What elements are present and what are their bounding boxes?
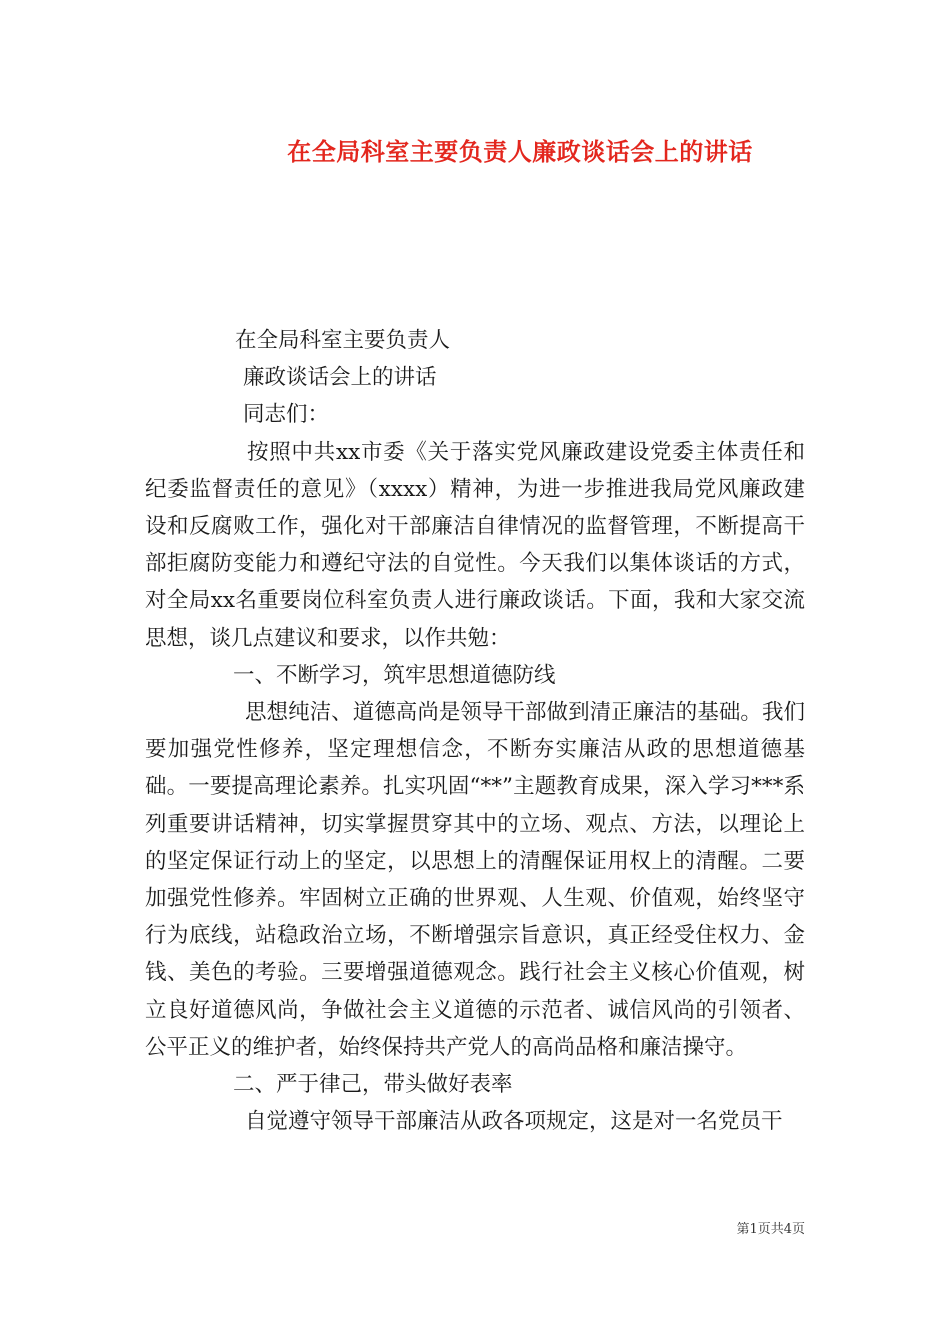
section-heading-1: 一、不断学习，筑牢思想道德防线 <box>233 662 556 688</box>
page-number: 第1页共4页 <box>736 1222 805 1237</box>
salutation: 同志们： <box>243 402 330 428</box>
paragraph-section-1: 思想纯洁、道德高尚是领导干部做到清正廉洁的基础。我们要加强党性修养，坚定理想信念，不断夯实廉洁从政的思想道德基础。一要提高理论素养。扎实巩固“**”主题教育成果，深入学习***系列重要讲话精神，切实掌握贯穿其中的立场、观点、方法，以理论上的坚定保证行动上的坚定，以思想上的清醒保证用权上的清醒。二要加强党性修养。牢固树立正确的世界观、人生观、价值观，始终坚守行为底线，站稳政治立场，不断增强宗旨意识，真正经受住权力、金钱、美色的考验。三要增强道德观念。践行社会主义核心价值观，树立良好道德风尚，争做社会主义道德的示范者、诚信风尚的引领者、公平正义的维护者，始终保持共产党人的高尚品格和廉洁操守。 <box>145 700 805 1060</box>
paragraph-intro: 按照中共xx市委《关于落实党风廉政建设党委主体责任和纪委监督责任的意见》（xxxx）精神，为进一步推进我局党风廉政建设和反腐败工作，强化对干部廉洁自律情况的监督管理，不断提高干部拒腐防变能力和遵纪守法的自觉性。今天我们以集体谈话的方式，对全局xx名重要岗位科室负责人进行廉政谈话。下面，我和大家交流思想，谈几点建议和要求，以作共勉： <box>145 439 805 651</box>
document-body <box>145 322 805 1140</box>
title-line-2: 廉政谈话会上的讲话 <box>243 365 437 391</box>
paragraph-section-2: 自觉遵守领导干部廉洁从政各项规定，这是对一名党员干 <box>245 1109 783 1135</box>
page-title: 在全局科室主要负责人廉政谈话会上的讲话 <box>287 137 753 166</box>
section-heading-2: 二、严于律己，带头做好表率 <box>233 1072 513 1098</box>
title-line-1: 在全局科室主要负责人 <box>235 328 451 353</box>
